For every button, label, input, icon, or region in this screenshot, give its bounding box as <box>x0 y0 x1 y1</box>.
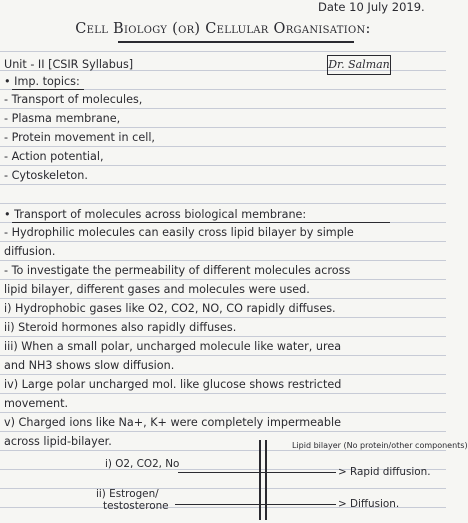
lipid-bilayer-label: Lipid bilayer (No protein/other components) <box>292 441 468 450</box>
ruled-line <box>0 412 446 413</box>
ruled-line <box>0 146 446 147</box>
transport-line: iv) Large polar uncharged mol. like glucose shows restricted <box>4 378 342 391</box>
ruled-line <box>0 260 446 261</box>
bilayer-line-right <box>265 440 267 520</box>
ruled-line <box>0 51 446 52</box>
arrow-row2 <box>175 504 336 505</box>
ruled-line <box>0 298 446 299</box>
transport-line: ii) Steroid hormones also rapidly diffuses. <box>4 321 237 334</box>
ruled-line <box>0 355 446 356</box>
topic-item: - Action potential, <box>4 150 104 163</box>
imp-topics-underline <box>12 89 84 90</box>
bilayer-line-left <box>259 440 261 520</box>
ruled-line <box>0 279 446 280</box>
title-underline <box>118 41 354 43</box>
ruled-line <box>0 203 446 204</box>
topic-item: - Protein movement in cell, <box>4 131 155 144</box>
diagram-row2-label-b: testosterone <box>103 500 169 512</box>
ruled-line <box>0 184 446 185</box>
topic-item: - Cytoskeleton. <box>4 169 88 182</box>
diagram-row2-result: Diffusion. <box>350 498 400 510</box>
diagram-row1-label: i) O2, CO2, No <box>105 458 180 470</box>
transport-line: v) Charged ions like Na+, K+ were completely impermeable <box>4 416 341 429</box>
transport-line: - Hydrophilic molecules can easily cross lipid bilayer by simple <box>4 226 354 239</box>
transport-line: across lipid-bilayer. <box>4 435 112 448</box>
transport-line: i) Hydrophobic gases like O2, CO2, NO, CO rapidly diffuses. <box>4 302 336 315</box>
transport-line: and NH3 shows slow diffusion. <box>4 359 175 372</box>
topic-item: - Plasma membrane, <box>4 112 121 125</box>
ruled-line <box>0 165 446 166</box>
imp-topics-heading: • Imp. topics: <box>4 75 80 88</box>
transport-line: diffusion. <box>4 245 56 258</box>
author-box: Dr. Salman <box>327 55 391 75</box>
ruled-line <box>0 127 446 128</box>
topic-item: - Transport of molecules, <box>4 93 143 106</box>
ruled-line <box>0 450 446 451</box>
transport-line: movement. <box>4 397 69 410</box>
ruled-line <box>0 317 446 318</box>
ruled-line <box>0 393 446 394</box>
unit-line: Unit - II [CSIR Syllabus] <box>4 58 134 71</box>
ruled-line <box>0 374 446 375</box>
transport-line: lipid bilayer, different gases and molecules were used. <box>4 283 310 296</box>
transport-heading: • Transport of molecules across biological membrane: <box>4 208 307 221</box>
page-title: Cell Biology (or) Cellular Organisation: <box>75 21 371 37</box>
arrow-row1 <box>178 472 336 473</box>
ruled-line <box>0 241 446 242</box>
diagram-row1-result: Rapid diffusion. <box>350 466 431 478</box>
transport-heading-underline <box>12 222 390 223</box>
ruled-line <box>0 108 446 109</box>
ruled-line <box>0 431 446 432</box>
arrow-head-icon: > <box>338 498 347 510</box>
date: Date 10 July 2019. <box>318 0 425 14</box>
ruled-line <box>0 336 446 337</box>
ruled-line <box>0 488 446 489</box>
transport-line: iii) When a small polar, uncharged molecule like water, urea <box>4 340 342 353</box>
arrow-head-icon: > <box>338 466 347 478</box>
diagram-row2-label-a: ii) Estrogen/ <box>96 488 159 500</box>
transport-line: - To investigate the permeability of different molecules across <box>4 264 351 277</box>
